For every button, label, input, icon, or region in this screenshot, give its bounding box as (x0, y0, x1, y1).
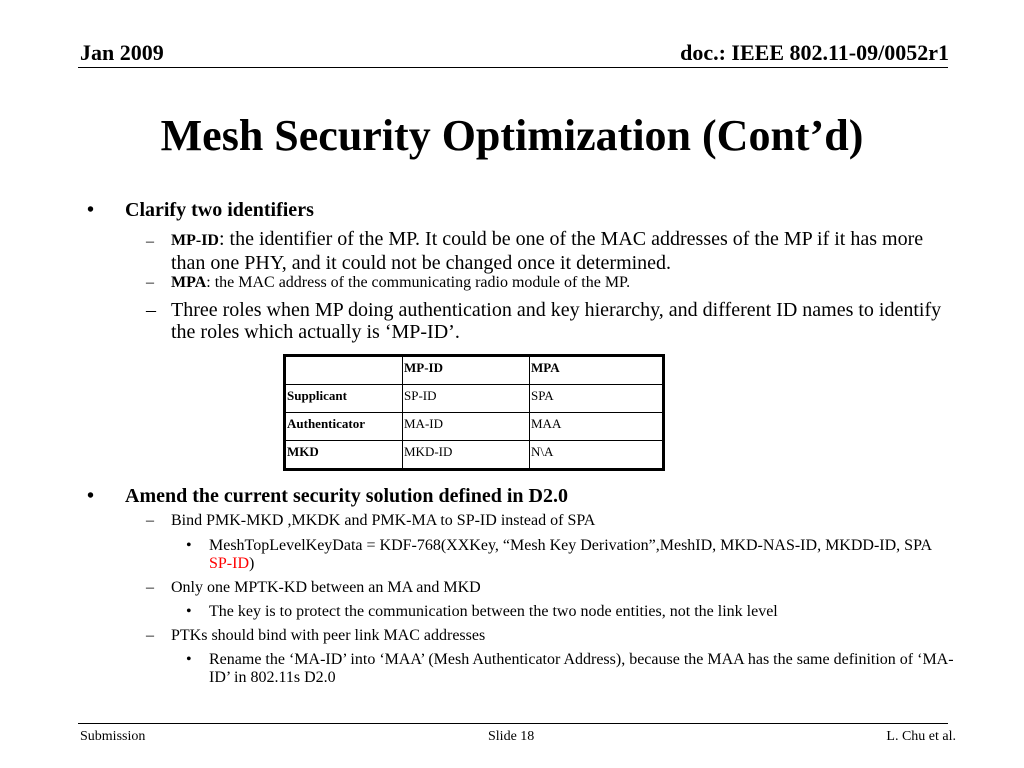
sub-sub-bullet-text: The key is to protect the communication between the two node entities, not the link level (209, 603, 778, 620)
table-row-header: Authenticator (285, 413, 403, 441)
bullet-dot: • (87, 485, 95, 507)
footer-slide-number: Slide 18 (488, 729, 535, 744)
table-row (285, 413, 664, 441)
table-header-cell: MP-ID (403, 356, 530, 385)
table-row (285, 385, 664, 413)
sub-sub-bullet-text: Rename the ‘MA-ID’ into ‘MAA’ (Mesh Authenticator Address), because the MAA has the same definition of ‘MA-ID’ in 802.11s D2.0 (209, 651, 954, 686)
dash-marker: – (146, 627, 154, 644)
term-mpa: MPA (171, 274, 207, 291)
dash-marker: – (146, 512, 154, 529)
header-date: Jan 2009 (80, 40, 164, 65)
mpa-definition: : the MAC address of the communicating radio module of the MP. (206, 274, 631, 291)
table-cell: MKD-ID (403, 441, 530, 470)
term-mp-id: MP-ID (171, 232, 219, 249)
table-cell: MA-ID (403, 413, 530, 441)
sub-bullet-text: Bind PMK-MKD ,MKDK and PMK-MA to SP-ID instead of SPA (171, 512, 596, 529)
table-header-cell (285, 356, 403, 385)
footer-submission: Submission (80, 729, 146, 744)
dash-marker: – (146, 299, 156, 321)
bullet-dot: • (186, 651, 192, 668)
bullet-heading: Amend the current security solution defined in D2.0 (125, 485, 568, 507)
sub-bullet-text: PTKs should bind with peer link MAC addresses (171, 627, 486, 644)
formula-text: MeshTopLevelKeyData = KDF-768(XXKey, “Mesh Key Derivation”,MeshID, MKD-NAS-ID, MKDD-ID, SPA (209, 537, 932, 554)
footer-author: L. Chu et al. (886, 729, 956, 744)
footer-divider (78, 723, 948, 724)
table-cell: N\A (530, 441, 664, 470)
sub-bullet-text (171, 228, 956, 274)
bullet-dot: • (186, 603, 192, 620)
table-cell: MAA (530, 413, 664, 441)
identifier-table (283, 354, 665, 471)
bullet-heading: Clarify two identifiers (125, 199, 314, 221)
table-cell: SPA (530, 385, 664, 413)
dash-marker: – (146, 274, 154, 291)
table-row (285, 441, 664, 470)
mp-id-definition: : the identifier of the MP. It could be one of the MAC addresses of the MP if it has more than one PHY, and it could not be changed once it determined. (171, 228, 924, 274)
sub-bullet-text: Only one MPTK-KD between an MA and MKD (171, 579, 481, 596)
table-header-row (285, 356, 664, 385)
table-cell: SP-ID (403, 385, 530, 413)
dash-marker: – (146, 233, 154, 250)
bullet-dot: • (87, 199, 95, 221)
header-divider (78, 67, 948, 68)
table-header-cell: MPA (530, 356, 664, 385)
sub-sub-bullet-text (209, 537, 954, 573)
dash-marker: – (146, 579, 154, 596)
table-row-header: Supplicant (285, 385, 403, 413)
sub-bullet-text (171, 274, 956, 292)
highlight-sp-id: SP-ID (209, 555, 250, 572)
slide-title: Mesh Security Optimization (Cont’d) (160, 111, 864, 160)
formula-close: ) (249, 555, 255, 572)
table-row-header: MKD (285, 441, 403, 470)
sub-bullet-text: Three roles when MP doing authentication and key hierarchy, and different ID names to identify the roles which actually is ‘MP-ID’. (171, 299, 942, 343)
header-doc-number: doc.: IEEE 802.11-09/0052r1 (680, 40, 949, 65)
bullet-dot: • (186, 537, 192, 554)
